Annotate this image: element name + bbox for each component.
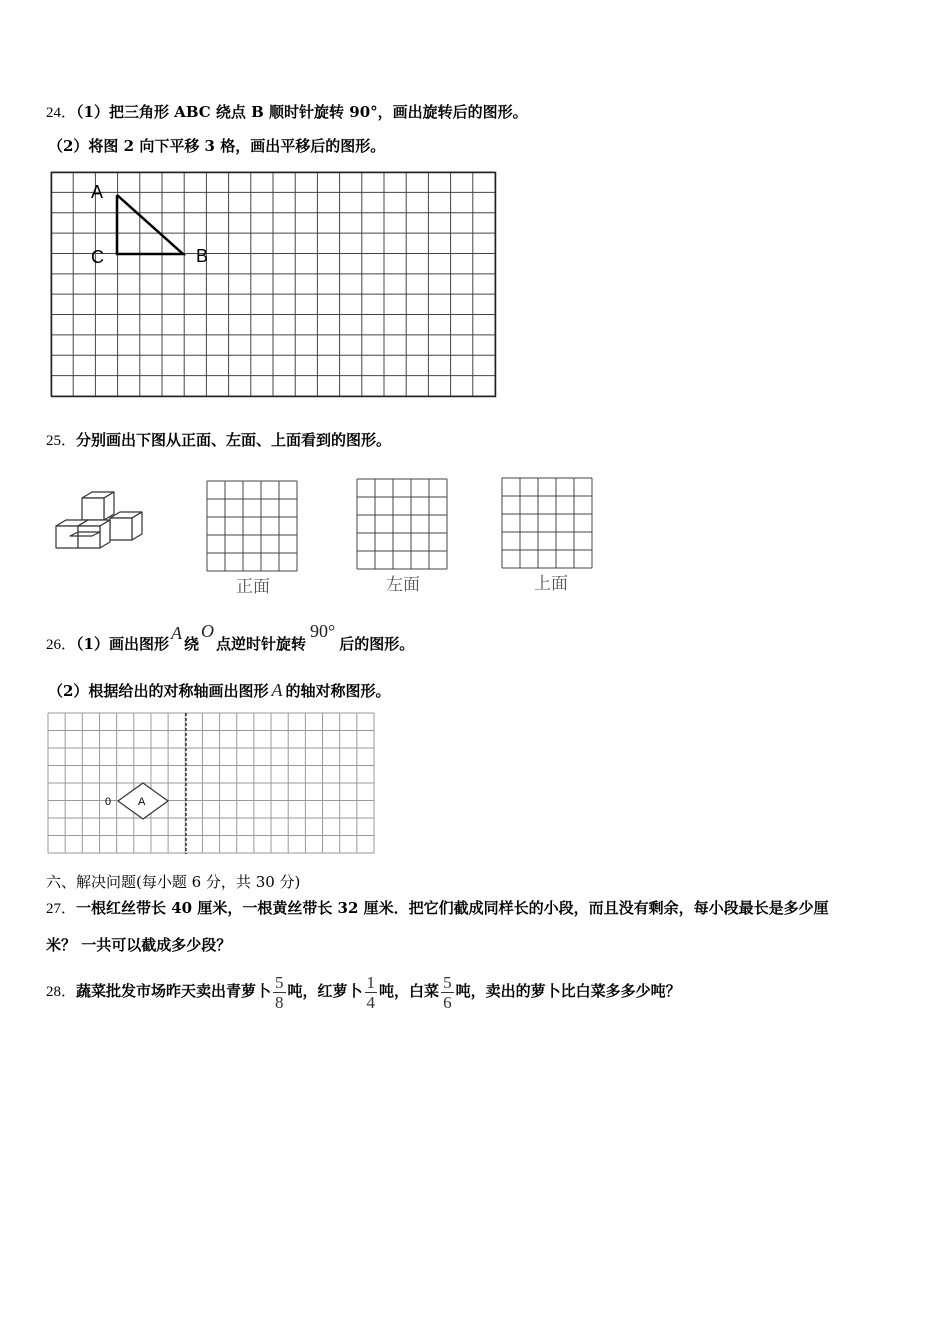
fraction-denominator: 6	[443, 992, 452, 1012]
fraction-numerator: 1	[366, 972, 376, 992]
q26-line2	[48, 680, 390, 701]
view-label-front: 正面	[236, 577, 270, 597]
view-label-left: 左面	[386, 575, 420, 595]
q26-var-a: A	[170, 623, 182, 643]
q24-part1: （1）把三角形 ABC 绕点 B 顺时针旋转 90°，画出旋转后的图形。	[76, 103, 528, 121]
label-b: B	[196, 246, 209, 266]
q28-number: 28．	[46, 984, 77, 1000]
q26-angle: 90°	[310, 621, 336, 641]
view-grid-top	[502, 478, 594, 570]
q26-grid-figure	[48, 713, 376, 855]
label-c: C	[91, 247, 104, 267]
q24-part2: （2）将图 2 向下平移 3 格，画出平移后的图形。	[48, 137, 386, 155]
label-o: 0	[105, 796, 112, 808]
q26-var-a2: A	[271, 680, 283, 700]
q27-text1: 一根红丝带长 40 厘米，一根黄丝带长 32 厘米．把它们截成同样长的小段，而且没有剩余，每小段最长是多少厘	[76, 899, 829, 917]
q25-line	[46, 430, 391, 451]
q28-line	[46, 972, 681, 1012]
q28-t3: 吨，白菜	[379, 982, 440, 1000]
fraction-5-6	[441, 973, 454, 1012]
q26-part2-prefix: （2）根据给出的对称轴画出图形	[48, 682, 269, 700]
q26-number: 26．	[46, 637, 77, 653]
q26-around: 绕	[183, 635, 199, 653]
q27-number: 27．	[46, 901, 77, 917]
q25-number: 25．	[46, 433, 77, 449]
fraction-1-4	[365, 973, 378, 1012]
label-a: A	[91, 182, 104, 202]
q28-t1: 蔬菜批发市场昨天卖出青萝卜	[76, 982, 272, 1000]
q26-part1-prefix: （1）画出图形	[76, 635, 169, 653]
fraction-denominator: 8	[275, 992, 284, 1012]
fraction-denominator: 4	[366, 992, 376, 1012]
q24-number: 24．	[46, 105, 77, 121]
view-label-top: 上面	[534, 574, 568, 594]
q26-line1	[46, 621, 415, 655]
view-grid-left	[357, 479, 449, 571]
fraction-5-8	[273, 973, 286, 1012]
q26-var-o: O	[200, 621, 214, 641]
label-shape-a: A	[138, 796, 146, 808]
q26-part2-suffix: 的轴对称图形。	[285, 682, 391, 700]
fraction-numerator: 5	[275, 972, 284, 992]
q25-text: 分别画出下图从正面、左面、上面看到的图形。	[76, 431, 392, 449]
q26-part1-mid: 点逆时针旋转	[215, 635, 306, 653]
triangle-abc	[117, 195, 183, 254]
q28-t2: 吨，红萝卜	[287, 982, 363, 1000]
cube-figure	[52, 490, 152, 570]
q26-part1-suffix: 后的图形。	[339, 635, 415, 653]
fraction-numerator: 5	[443, 972, 452, 992]
section6-title: 六、解决问题(每小题 6 分，共 30 分)	[46, 873, 301, 891]
view-grid-front	[207, 481, 299, 573]
q24-line1	[46, 102, 528, 123]
q24-grid-figure	[51, 172, 497, 398]
q27-line2: 米？ 一共可以截成多少段？	[46, 936, 232, 954]
q28-t4: 吨，卖出的萝卜比白菜多多少吨？	[455, 982, 681, 1000]
q27-line1	[46, 898, 829, 919]
